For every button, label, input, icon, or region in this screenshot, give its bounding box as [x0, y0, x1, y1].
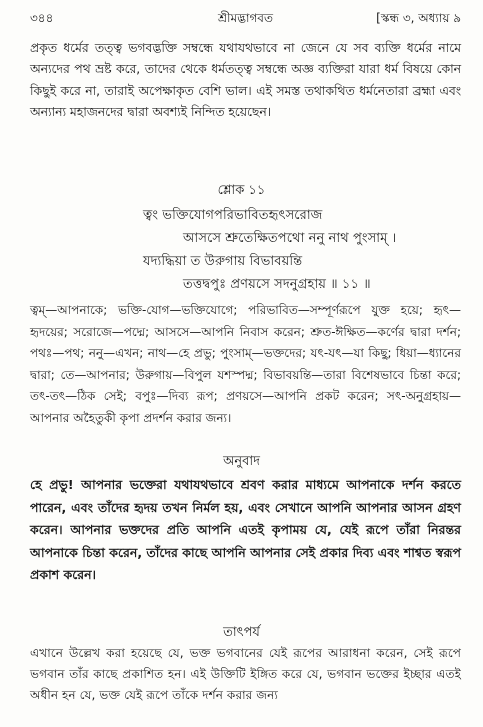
purport-text: এখানে উল্লেখ করা হয়েছে যে, ভক্ত ভগবানের যেই রূপের আরাধনা করেন, সেই রূপে ভগবান তাঁর কাছে প্রকাশিত হন। এই উক্তিটি ইঙ্গিত করে যে, ভগবান ভক্তের ইচ্ছার এতই অধীন হন যে, ভক্ত যেই রূপে তাঁকে দর্শন করার জন্য	[30, 646, 461, 702]
translation-title: অনুবাদ	[223, 454, 260, 469]
intro-section	[30, 38, 461, 124]
intro-paragraph: প্রকৃত ধর্মের তত্ত্ব ভগবদ্ভক্তি সম্বন্ধে যথাযথভাবে না জেনে যে সব ব্যক্তি ধর্মের নামে অন্যদের পথ ভ্রষ্ট করে, তাদের থেকে ধর্মতত্ত্ব সম্বন্ধে অজ্ঞ ব্যক্তিরা যারা ধর্ম বিষয়ে কোন কিছুই করে না, তারাই অপেক্ষাকৃত বেশি ভাল। এই সমস্ত তথাকথিত ধর্মনেতারা ব্রহ্মা এবং অন্যান্য মহাজনদের দ্বারা অবশ্যই নিন্দিত হয়েছেন।	[30, 41, 461, 120]
verse-title: শ্লোক ১১	[217, 183, 266, 198]
purport-title: তাৎপর্য	[223, 625, 260, 640]
book-title: শ্রীমদ্ভাগবত	[217, 11, 273, 25]
translation-text: হে প্রভু! আপনার ভক্তেরা যথাযথভাবে শ্রবণ করার মাধ্যমে আপনাকে দর্শন করতে পারেন, এবং তাঁদের হৃদয় তখন নির্মল হয়, এবং সেখানে আপনি আপনার আসন গ্রহণ করেন। আপনার ভক্তদের প্রতি আপনি এতই কৃপাময় যে, যেই রূপে তাঁরা নিরন্তর আপনাকে চিন্তা করেন, তাঁদের কাছে আপনি আপনার সেই প্রকার দিব্য এবং শাশ্বত স্বরূপ প্রকাশ করেন।	[30, 477, 461, 583]
chapter-reference: [স্কন্ধ ৩, অধ্যায় ৯	[376, 11, 461, 25]
page-number: ৩৪৪	[30, 11, 54, 25]
synonyms-text: ত্বম্—আপনাকে; ভক্তি-যোগ—ভক্তিযোগে; পরিভাবিত—সম্পূর্ণরূপে যুক্ত হয়ে; হৃৎ—হৃদয়ের; সরোজে—পদ্মে; আসসে—আপনি নিবাস করেন; শ্রুত-ঈক্ষিত—কর্ণের দ্বারা দর্শন; পথঃ—পথ; ননু—এখন; নাথ—হে প্রভু; পুংসাম্—ভক্তদের; যৎ-যৎ—যা কিছু; ধিয়া—ধ্যানের দ্বারা; তে—আপনার; উরুগায়—বিপুল যশস্পদ্ম; বিভাবয়ন্তি—তারা বিশেষভাবে চিন্তা করে; তৎ-তৎ—ঠিক সেই; বপুঃ—দিব্য রূপ; প্রণয়সে—আপনি প্রকট করেন; সৎ-অনুগ্রহায়—আপনার অহৈতুকী কৃপা প্রদর্শন করার জন্য।	[30, 303, 461, 425]
verse-line: যদ্যদ্ধিয়া ত উরুগায় বিভাবয়ন্তি	[143, 254, 303, 269]
page-header	[30, 10, 461, 30]
verse-line: তত্তদ্বপুঃ প্রণয়সে সদনুগ্রহায় ॥ ১১ ॥	[183, 277, 371, 292]
verse-line: আসসে শ্রুতেক্ষিতপথো ননু নাথ পুংসাম্ ।	[183, 231, 397, 246]
verse-line: ত্বং ভক্তিযোগপরিভাবিতহৃৎসরোজ	[143, 208, 323, 223]
synonyms-section	[30, 300, 461, 430]
purport-section	[30, 643, 461, 706]
translation-section	[30, 474, 461, 587]
